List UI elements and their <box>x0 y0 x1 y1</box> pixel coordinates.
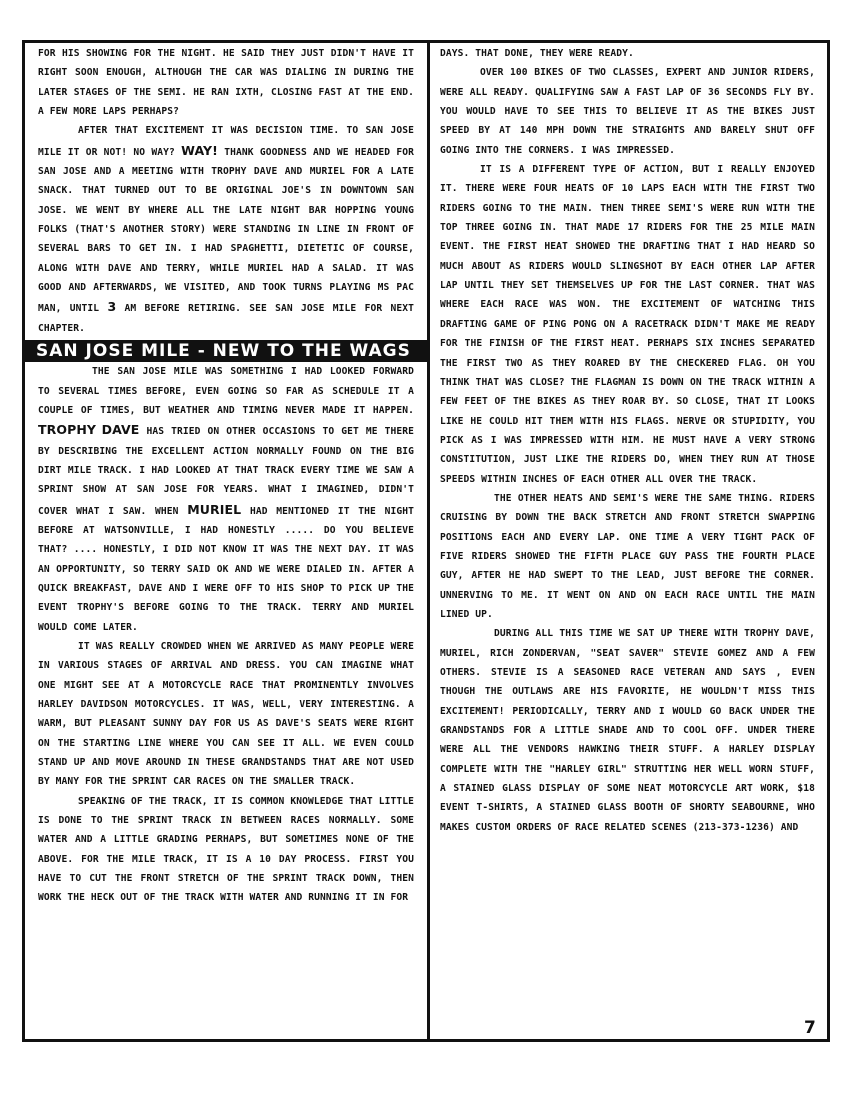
right-column <box>440 44 815 837</box>
paragraph <box>38 362 414 637</box>
text-run: AFTER THAT EXCITEMENT IT WAS DECISION TIME. TO SAN JOSE MILE IT OR NOT! NO WAY? <box>38 125 414 158</box>
section-heading: SAN JOSE MILE - NEW TO THE WAGS <box>24 340 430 362</box>
paragraph: SPEAKING OF THE TRACK, IT IS COMMON KNOWLEDGE THAT LITTLE IS DONE TO THE SPRINT TRACK IN BETWEEN RACES NORMALLY. SOME WATER AND A LITTLE GRADING PERHAPS, BUT SOMETIMES NONE OF THE ABOVE. FOR THE MILE TRACK, IT IS A 10 DAY PROCESS. FIRST YOU HAVE TO CUT THE FRONT STRETCH OF THE SPRINT TRACK DOWN, THEN WORK THE HECK OUT OF THE TRACK WITH WATER AND RUNNING IT IN FOR <box>38 795 414 904</box>
paragraph: DURING ALL THIS TIME WE SAT UP THERE WITH TROPHY DAVE, MURIEL, RICH ZONDERVAN, "SEAT SAVER" STEVIE GOMEZ AND A FEW OTHERS. STEVIE IS A SEASONED RACE VETERAN AND SAYS , EVEN THOUGH THE OUTLAWS ARE HIS FAVORITE, HE WOULDN'T MISS THIS EXCITEMENT! PERIODICALLY, TERRY AND I WOULD GO BACK UNDER THE GRANDSTANDS FOR A LITTLE SHADE AND TO COOL OFF. UNDER THERE WERE ALL THE VENDORS HAWKING THEIR STUFF. A HARLEY DISPLAY COMPLETE WITH THE "HARLEY GIRL" STRUTTING HER WELL WORN STUFF, A STAINED GLASS DISPLAY OF SOME NEAT MOTORCYCLE ART WORK, $18 EVENT T-SHIRTS, A STAINED GLASS BOOTH OF SHORTY SEABOURNE, WHO MAKES CUSTOM ORDERS OF RACE RELATED SCENES (213-373-1236) AND <box>440 628 815 833</box>
page-number: 7 <box>804 1018 816 1038</box>
text-run: THE SAN JOSE MILE WAS SOMETHING I HAD LOOKED FORWARD TO SEVERAL TIMES BEFORE, EVEN GOING SO FAR AS SCHEDULE IT A COUPLE OF TIMES, BUT WEATHER AND TIMING NEVER MADE IT HAPPEN. <box>38 366 414 416</box>
text-run: AM BEFORE RETIRING. SEE SAN JOSE MILE FOR NEXT CHAPTER. <box>38 303 414 334</box>
paragraph: IT WAS REALLY CROWDED WHEN WE ARRIVED AS MANY PEOPLE WERE IN VARIOUS STAGES OF ARRIVAL AND DRESS. YOU CAN IMAGINE WHAT ONE MIGHT SEE AT A MOTORCYCLE RACE THAT PROMINENTLY INVOLVES HARLEY DAVIDSON MOTORCYCLES. IT WAS, WELL, VERY INTERESTING. A WARM, BUT PLEASANT SUNNY DAY FOR US AS DAVE'S SEATS WERE RIGHT ON THE STARTING LINE WHERE YOU CAN SEE IT ALL. WE EVEN COULD STAND UP AND MOVE AROUND IN THESE GRANDSTANDS THAT ARE NOT USED BY MANY FOR THE SPRINT CAR RACES ON THE SMALLER TRACK. <box>38 640 414 788</box>
emphasis-word: WAY! <box>181 142 218 158</box>
text-run: HAS TRIED ON OTHER OCCASIONS TO GET ME THERE BY DESCRIBING THE EXCELLENT ACTION NORMALLY FOUND ON THE BIG DIRT MILE TRACK. I HAD LOOKED AT THAT TRACK EVERY TIME WE SAW A SPRINT SHOW AT SAN JOSE FOR YEARS. WHAT I IMAGINED, DIDN'T COVER WHAT I SAW. WHEN <box>38 426 414 517</box>
emphasis-name: MURIEL <box>187 501 242 517</box>
paragraph: THE OTHER HEATS AND SEMI'S WERE THE SAME THING. RIDERS CRUISING BY DOWN THE BACK STRETCH AND FRONT STRETCH SWAPPING POSITIONS EACH AND EVERY LAP. ONE TIME A VERY TIGHT PACK OF FIVE RIDERS SHOWED THE FIFTH PLACE GUY PASS THE FOURTH PLACE GUY, AFTER HE HAD SWEPT TO THE LEAD, JUST BEFORE THE CORNER. UNNERVING TO ME. IT WENT ON AND ON EACH RACE UNTIL THE MAIN LINED UP. <box>440 492 815 620</box>
text-run: THANK GOODNESS AND WE HEADED FOR SAN JOSE AND A MEETING WITH TROPHY DAVE AND MURIEL FOR A LATE SNACK. THAT TURNED OUT TO BE ORIGINAL JOE'S IN DOWNTOWN SAN JOSE. WE WENT BY WHERE ALL THE LATE NIGHT BAR HOPPING YOUNG FOLKS (THAT'S ANOTHER STORY) WERE STANDING IN LINE IN FRONT OF SEVERAL BARS TO GET IN. I HAD SPAGHETTI, DIETETIC OF COURSE, ALONG WITH DAVE AND TERRY, WHILE MURIEL HAD A SALAD. IT WAS GOOD AND AFTERWARDS, WE VISITED, AND TOOK TURNS PLAYING MS PAC MAN, UNTIL <box>38 146 414 315</box>
emphasis-name: TROPHY DAVE <box>38 422 140 438</box>
paragraph: FOR HIS SHOWING FOR THE NIGHT. HE SAID THEY JUST DIDN'T HAVE IT RIGHT SOON ENOUGH, ALTHOUGH THE CAR WAS DIALING IN DURING THE LATER STAGES OF THE SEMI. HE RAN IXTH, CLOSING FAST AT THE END. A FEW MORE LAPS PERHAPS? <box>38 48 414 118</box>
paragraph: IT IS A DIFFERENT TYPE OF ACTION, BUT I REALLY ENJOYED IT. THERE WERE FOUR HEATS OF 10 LAPS EACH WITH THE FIRST TWO RIDERS GOING TO THE MAIN. THEN THREE SEMI'S WERE RUN WITH THE TOP THREE GOING IN. THAT MADE 17 RIDERS FOR THE 25 MILE MAIN EVENT. THE FIRST HEAT SHOWED THE DRAFTING THAT I HAD HEARD SO MUCH ABOUT AS RIDERS WOULD SLINGSHOT BY EACH OTHER LAP AFTER LAP UNTIL THEY SET THEMSELVES UP FOR THE LAST CORNER. THAT WAS WHERE EACH RACE WAS WON. THE EXCITEMENT OF WATCHING THIS DRAFTING GAME OF PING PONG ON A RACETRACK DIDN'T MAKE ME READY FOR THE FINISH OF THE FIRST HEAT. PERHAPS SIX INCHES SEPARATED THE FIRST TWO AS THEY ROARED BY THE CHECKERED FLAG. OH YOU THINK THAT WAS CLOSE? THE FLAGMAN IS DOWN ON THE TRACK WITHIN A FEW FEET OF THE BIKES AS THEY ROAR BY. SO CLOSE, THAT IT LOOKS LIKE HE COULD HIT THEM WITH HIS FLAGS. NERVE OR STUPIDITY, YOU PICK AS I WAS IMPRESSED WITH HIM. HE MUST HAVE A VERY STRONG CONSTITUTION, JUST LIKE THE RIDERS DO, WHEN THEY RUN AT THOSE SPEEDS WITHIN INCHES OF EACH OTHER ALL OVER THE TRACK. <box>440 164 815 485</box>
paragraph: DAYS. THAT DONE, THEY WERE READY. <box>440 48 634 59</box>
emphasis-number: 3 <box>107 299 117 315</box>
paragraph: OVER 100 BIKES OF TWO CLASSES, EXPERT AND JUNIOR RIDERS, WERE ALL READY. QUALIFYING SAW A FAST LAP OF 36 SECONDS FLY BY. YOU WOULD HAVE TO SEE THIS TO BELIEVE IT AS THE BIKES JUST SPEED BY AT 140 MPH DOWN THE STRAIGHTS AND BARELY SHUT OFF GOING INTO THE CORNERS. I WAS IMPRESSED. <box>440 67 815 156</box>
paragraph <box>38 121 414 338</box>
left-column <box>38 44 414 908</box>
column-divider <box>427 40 430 1042</box>
text-run: HAD MENTIONED IT THE NIGHT BEFORE AT WATSONVILLE, I HAD HONESTLY ..... DO YOU BELIEVE THAT? .... HONESTLY, I DID NOT KNOW IT WAS THE NEXT DAY. IT WAS AN OPPORTUNITY, SO TERRY SAID OK AND WE WERE DIALED IN. AFTER A QUICK BREAKFAST, DAVE AND I WERE OFF TO HIS SHOP TO PICK UP THE EVENT TROPHY'S BEFORE GOING TO THE TRACK. TERRY AND MURIEL WOULD COME LATER. <box>38 505 414 633</box>
